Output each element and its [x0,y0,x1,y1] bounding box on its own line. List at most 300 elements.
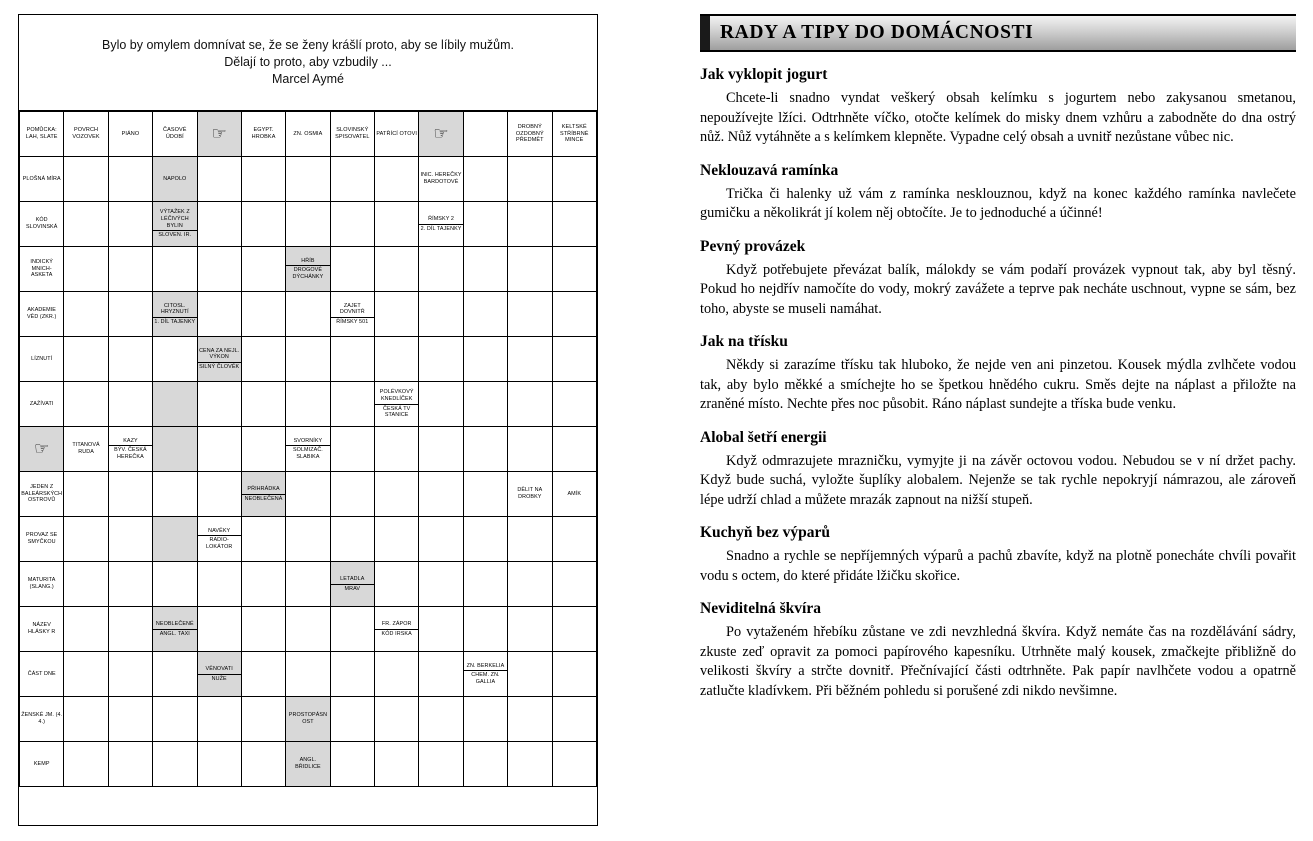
answer-cell[interactable] [286,652,330,697]
tip-body: Chcete-li snadno vyndat veškerý obsah kelímku s jogurtem nebo zakysanou smetanou, nepoužívejte lžíci. Odtrhněte víčko, otočte kelímek do misky dnem vzhůru a zabodněte do dna ostrý nůž. Nůž vytáhněte a s kelímkem klepněte. Vypadne celý obsah a uvnitř nezůstane vůbec nic. [700,90,1296,145]
clue-cell[interactable] [20,697,64,742]
answer-cell[interactable] [241,697,285,742]
clue-cell[interactable] [20,652,64,697]
answer-cell[interactable] [508,607,552,652]
answer-cell[interactable] [108,157,152,202]
clue-cell[interactable] [20,337,64,382]
answer-cell[interactable] [64,697,108,742]
answer-cell[interactable] [419,472,463,517]
answer-cell[interactable] [463,202,507,247]
answer-cell[interactable] [64,157,108,202]
answer-cell[interactable] [286,337,330,382]
answer-cell[interactable] [463,562,507,607]
tip-body: Snadno a rychle se nepříjemných výparů a pachů zbavíte, když na plotně ponecháte chvíli povařit vodu s octem, do které přidáte lžičku skořice. [700,548,1296,584]
tip-item [700,238,1296,320]
answer-cell[interactable] [463,472,507,517]
answer-cell[interactable] [64,247,108,292]
clue-text: ZAŽÍVATI [29,400,54,407]
answer-cell[interactable] [419,517,463,562]
clue-text: INDICKÝ MNICH-ASKETA [30,259,53,279]
answer-cell[interactable] [552,382,597,427]
answer-cell[interactable] [330,652,374,697]
answer-cell[interactable] [197,562,241,607]
answer-cell[interactable] [197,202,241,247]
crossword-row [20,607,597,652]
crossword-row [20,652,597,697]
answer-cell[interactable] [463,247,507,292]
clue-cell[interactable] [241,112,285,157]
clue-subtext: ČESKÁ TV STANICE [375,404,418,419]
arrow-cell[interactable] [20,427,64,472]
crossword-row [20,337,597,382]
answer-cell[interactable] [552,562,597,607]
clue-subtext: 1. DÍL TAJENKY [154,318,196,325]
clue-cell[interactable] [330,112,374,157]
answer-cell[interactable] [463,292,507,337]
answer-cell[interactable] [108,517,152,562]
answer-cell[interactable] [463,607,507,652]
answer-cell[interactable] [108,652,152,697]
clue-subtext: BÝV. ČESKÁ HEREČKA [109,445,152,460]
clue-cell[interactable] [241,472,285,517]
clue-cell[interactable] [552,112,597,157]
clue-cell[interactable] [20,562,64,607]
answer-cell[interactable] [330,427,374,472]
answer-cell[interactable] [419,562,463,607]
tip-heading: Kuchyň bez výparů [700,524,831,541]
answer-cell[interactable] [419,652,463,697]
answer-cell[interactable] [330,742,374,787]
answer-cell[interactable] [286,472,330,517]
answer-cell[interactable] [552,157,597,202]
tip-body: Po vytaženém hřebíku zůstane ve zdi nevzhledná škvíra. Když nemáte čas na rozdělávání sádry, zkuste zeď opravit za pomoci papírového kapesníku. Utrhněte malý kousek, zmačkejte přibližně do velikosti škvíry a strčte dovnitř. Přečnívající části odtrhněte. Pak papír navlhčete vodou a opatrně zatlučte kladívkem. Při běžném pohledu si porušené zdi nikdo nevšimne. [700,624,1296,699]
answer-cell[interactable] [241,607,285,652]
clue-cell[interactable] [20,607,64,652]
clue-cell[interactable] [330,292,374,337]
answer-cell[interactable] [375,652,419,697]
answer-cell[interactable] [286,382,330,427]
clue-subtext: KÓD IRSKA [375,629,418,638]
clue-cell[interactable] [153,202,197,247]
crossword-grid[interactable] [19,111,597,787]
answer-cell[interactable] [552,202,597,247]
answer-cell[interactable] [508,562,552,607]
answer-cell[interactable] [197,427,241,472]
tip-body: Když odmrazujete mrazničku, vymyjte ji na závěr octovou vodou. Nebudou se v ní držet pachy. Když bude suchá, vyložte šuplíky alobalem. Nejenže se tak rychle nepokryjí námrazou, ale zároveň lépe udrží chlad a můžete mrazák zapnout na nižší stupeň. [700,452,1296,508]
answer-cell[interactable] [419,382,463,427]
clue-subtext: ŘÍMSKY 501 [331,317,374,326]
clue-text: PLOŠNÁ MÍRA [22,175,61,182]
answer-cell[interactable] [108,562,152,607]
clue-cell[interactable] [20,382,64,427]
clue-cell[interactable] [20,472,64,517]
arrow-cell[interactable] [419,112,463,157]
clue-cell[interactable] [286,427,330,472]
quote-author: Marcel Aymé [271,72,344,86]
answer-cell[interactable] [241,247,285,292]
clue-cell[interactable] [20,112,64,157]
clue-cell[interactable] [20,157,64,202]
crossword-row [20,292,597,337]
answer-cell[interactable] [108,337,152,382]
answer-cell[interactable] [419,292,463,337]
answer-cell[interactable] [375,292,419,337]
answer-cell[interactable] [64,562,108,607]
answer-cell[interactable] [508,337,552,382]
answer-cell[interactable] [241,427,285,472]
clue-subtext: SLOVEN. IR. [153,230,196,239]
answer-cell[interactable] [552,427,597,472]
clue-text: PŘIHRÁDKA [247,485,280,492]
answer-cell[interactable] [463,337,507,382]
answer-cell[interactable] [375,202,419,247]
answer-cell[interactable] [108,607,152,652]
answer-cell[interactable] [463,112,507,157]
answer-cell[interactable] [64,652,108,697]
answer-cell[interactable] [153,697,197,742]
answer-cell[interactable] [241,742,285,787]
clue-cell[interactable] [508,472,552,517]
answer-cell[interactable] [241,292,285,337]
answer-cell[interactable] [64,472,108,517]
clue-subtext: ANGL. TAXI [153,629,196,638]
tip-item [700,162,1296,224]
answer-cell[interactable] [375,742,419,787]
clue-cell[interactable] [197,337,241,382]
answer-cell[interactable] [508,157,552,202]
clue-subtext: CHEM. ZN. GALLIA [464,670,507,685]
answer-cell[interactable] [419,247,463,292]
answer-cell[interactable] [375,697,419,742]
answer-cell[interactable] [508,517,552,562]
tip-item [700,66,1296,148]
clue-cell[interactable] [463,652,507,697]
answer-cell[interactable] [463,697,507,742]
answer-cell[interactable] [197,247,241,292]
clue-subtext: 2. DÍL TAJENKY [420,225,462,232]
tip-heading: Jak na třísku [700,333,788,350]
clue-cell[interactable] [286,697,330,742]
tips-title: RADY A TIPY DO DOMÁCNOSTI [720,22,1034,43]
crossword-row [20,742,597,787]
clue-text: LÍZNUTÍ [31,355,53,362]
clue-cell[interactable] [375,382,419,427]
clue-text: POVRCH VOZOVEK [72,127,100,140]
clue-text: LETADLA [340,575,365,582]
answer-cell[interactable] [552,337,597,382]
answer-cell[interactable] [241,562,285,607]
answer-cell[interactable] [330,337,374,382]
pointing-hand-icon: ☞ [34,438,50,459]
clue-subtext: SILNÝ ČLOVĚK [199,363,240,370]
clue-text: INIC. HEREČKY BARDOTOVÉ [420,172,462,185]
answer-cell[interactable] [508,382,552,427]
clue-text: SLOVINSKÝ SPISOVATEL [335,127,370,140]
clue-text: PIÁNO [121,130,140,137]
clue-cell[interactable] [20,517,64,562]
tip-body: Někdy si zarazíme třísku tak hluboko, že nejde ven ani pinzetou. Kousek mýdla zvlhčete vodou tak, aby bylo měkké a smíchejte ho se špetkou hnědého cukru. Směs dejte na náplast a přiložte na zraněné místo. Nechte přes noc působit. Ráno náplast sundejte a tříska bude venku. [700,357,1296,412]
clue-text: PATŘÍCÍ OTOVI [376,130,418,137]
tip-item [700,524,1296,586]
clue-cell[interactable] [153,157,197,202]
quote-line-2: Dělají to proto, aby vzbudily ... [224,55,392,69]
answer-cell[interactable] [286,157,330,202]
clue-cell[interactable] [20,742,64,787]
answer-cell[interactable] [552,607,597,652]
answer-cell[interactable] [286,292,330,337]
tip-body: Když potřebujete převázat balík, málokdy se vám podaří provázek vypnout tak, aby byl těsný. Pokud ho nejdřív namočíte do vody, mokrý zavážete a teprve pak necháte uschnout, vypne se sám, bez toho, abyste se museli namáhat. [700,261,1296,317]
clue-text: NEOBLEČENÉ [155,620,194,627]
clue-text: ČASOVÉ ÚDOBÍ [163,127,187,140]
tips-column [700,14,1296,701]
crossword-row [20,247,597,292]
clue-subtext: NEOBLEČENÁ [242,494,285,503]
clue-cell[interactable] [197,652,241,697]
crossword-quote [19,15,597,111]
answer-cell[interactable] [330,247,374,292]
clue-cell[interactable] [153,112,197,157]
answer-cell[interactable] [108,472,152,517]
answer-cell[interactable] [508,742,552,787]
clue-cell[interactable] [153,292,197,337]
answer-cell[interactable] [375,247,419,292]
answer-cell[interactable] [375,427,419,472]
clue-cell[interactable] [419,202,463,247]
clue-text: POMŮCKA: LAH, SLATE [25,127,58,140]
tip-heading: Alobal šetří energii [700,428,827,446]
clue-cell[interactable] [64,427,108,472]
answer-cell[interactable] [108,247,152,292]
clue-cell[interactable] [197,517,241,562]
clue-cell[interactable] [20,292,64,337]
answer-cell[interactable] [286,517,330,562]
crossword-row [20,202,597,247]
clue-text: ZAJET DOVNITŘ [339,302,365,316]
answer-cell[interactable] [108,382,152,427]
clue-cell[interactable] [286,742,330,787]
answer-cell[interactable] [463,427,507,472]
clue-cell[interactable] [108,427,152,472]
clue-text: KEMP [33,760,50,767]
answer-cell[interactable] [153,427,197,472]
crossword-row [20,427,597,472]
answer-cell[interactable] [330,382,374,427]
answer-cell[interactable] [552,697,597,742]
crossword-row [20,472,597,517]
clue-cell[interactable] [108,112,152,157]
clue-text: DROBNÝ OZDOBNÝ PŘEDMĚT [515,123,544,144]
answer-cell[interactable] [508,292,552,337]
clue-cell[interactable] [552,472,597,517]
clue-text: ŽENSKÉ JM. (4. 4.) [21,712,63,725]
answer-cell[interactable] [64,607,108,652]
clue-text: VÝTAŽEK Z LÉČIVÝCH BYLIN [159,209,190,229]
clue-text: POLÉVKOVÝ KNEDLÍČEK [379,389,414,402]
answer-cell[interactable] [64,517,108,562]
answer-cell[interactable] [419,607,463,652]
answer-cell[interactable] [463,742,507,787]
answer-cell[interactable] [197,157,241,202]
clue-text: ČÁST DNE [27,670,56,677]
answer-cell[interactable] [375,517,419,562]
clue-subtext: SOLMIZAČ. SLABIKA [286,445,329,460]
clue-text: SVORNÍKY [293,437,323,444]
answer-cell[interactable] [64,202,108,247]
tips-banner [700,14,1296,52]
crossword-row [20,382,597,427]
crossword-row [20,562,597,607]
clue-text: ANGL. BŘIDLICE [295,757,321,770]
answer-cell[interactable] [241,202,285,247]
answer-cell[interactable] [330,202,374,247]
answer-cell[interactable] [153,382,197,427]
answer-cell[interactable] [463,517,507,562]
clue-text: DĚLIT NA DROBKY [517,487,543,500]
answer-cell[interactable] [197,292,241,337]
tip-heading: Neviditelná škvíra [700,600,821,617]
clue-subtext: MRAV [331,584,374,593]
clue-text: PROVAZ SE SMYČKOU [26,532,58,545]
clue-text: KELTSKÉ STŘÍBRNÉ MINCE [559,123,589,144]
crossword-row [20,112,597,157]
tip-heading: Jak vyklopit jogurt [700,66,828,83]
answer-cell[interactable] [241,157,285,202]
answer-cell[interactable] [508,202,552,247]
clue-text: MATURITA (SLANG.) [27,577,56,590]
clue-subtext: NUŽE [198,674,241,683]
answer-cell[interactable] [508,427,552,472]
clue-cell[interactable] [20,202,64,247]
banner-bar [700,16,710,50]
clue-cell[interactable] [153,607,197,652]
answer-cell[interactable] [64,742,108,787]
clue-text: EGYPT. HROBKA [251,127,276,140]
crossword-row [20,517,597,562]
clue-text: VĚNOVATI [205,665,233,672]
pointing-hand-icon: ☞ [433,123,449,144]
answer-cell[interactable] [153,337,197,382]
answer-cell[interactable] [108,202,152,247]
answer-cell[interactable] [108,742,152,787]
answer-cell[interactable] [286,562,330,607]
clue-subtext: DROGOVÉ DÝCHÁNKY [286,265,329,280]
clue-text: KAZY [123,437,138,444]
answer-cell[interactable] [153,562,197,607]
answer-cell[interactable] [419,742,463,787]
answer-cell[interactable] [508,247,552,292]
answer-cell[interactable] [241,382,285,427]
clue-text: CENA ZA NEJL. VÝKON [199,347,240,361]
answer-cell[interactable] [197,697,241,742]
answer-cell[interactable] [375,562,419,607]
quote-line-1: Bylo by omylem domnívat se, že se ženy krášlí proto, aby se líbily mužům. [102,38,514,52]
clue-text: ŘÍMSKY 2 [428,215,454,222]
answer-cell[interactable] [241,337,285,382]
answer-cell[interactable] [552,742,597,787]
answer-cell[interactable] [508,697,552,742]
clue-cell[interactable] [20,247,64,292]
answer-cell[interactable] [508,652,552,697]
crossword-row [20,157,597,202]
clue-cell[interactable] [286,247,330,292]
answer-cell[interactable] [286,607,330,652]
answer-cell[interactable] [375,157,419,202]
clue-cell[interactable] [64,112,108,157]
answer-cell[interactable] [108,697,152,742]
answer-cell[interactable] [153,517,197,562]
answer-cell[interactable] [375,337,419,382]
clue-text: PROSTOPÁSNOST [288,712,328,725]
answer-cell[interactable] [197,472,241,517]
answer-cell[interactable] [552,652,597,697]
answer-cell[interactable] [241,652,285,697]
clue-text: NAPOLO [163,175,187,182]
clue-text: ZN. OSMIA [293,130,323,137]
clue-text: FR. ZÁPOR [381,620,412,627]
answer-cell[interactable] [286,202,330,247]
answer-cell[interactable] [153,652,197,697]
answer-cell[interactable] [419,337,463,382]
answer-cell[interactable] [330,157,374,202]
answer-cell[interactable] [463,157,507,202]
answer-cell[interactable] [64,292,108,337]
crossword-panel [18,14,598,826]
clue-text: AMÍK [567,490,582,497]
answer-cell[interactable] [375,472,419,517]
arrow-cell[interactable] [197,112,241,157]
answer-cell[interactable] [153,472,197,517]
answer-cell[interactable] [153,247,197,292]
answer-cell[interactable] [64,382,108,427]
answer-cell[interactable] [419,697,463,742]
pointing-hand-icon: ☞ [211,123,227,144]
answer-cell[interactable] [197,382,241,427]
answer-cell[interactable] [330,697,374,742]
clue-cell[interactable] [508,112,552,157]
clue-text: NAVĚKY [208,527,231,534]
answer-cell[interactable] [241,517,285,562]
clue-cell[interactable] [286,112,330,157]
tip-item [700,600,1296,701]
clue-text: JEDEN Z BALEÁRSKÝCH OSTROVŮ [21,484,63,504]
clue-subtext: RADIO-LOKÁTOR [198,535,241,550]
crossword-row [20,697,597,742]
answer-cell[interactable] [419,427,463,472]
answer-cell[interactable] [330,517,374,562]
answer-cell[interactable] [197,742,241,787]
clue-cell[interactable] [419,157,463,202]
answer-cell[interactable] [330,472,374,517]
answer-cell[interactable] [552,292,597,337]
answer-cell[interactable] [463,382,507,427]
clue-text: NÁZEV HLÁSKY R [28,622,56,635]
answer-cell[interactable] [64,337,108,382]
clue-cell[interactable] [375,607,419,652]
tip-heading: Pevný provázek [700,237,806,255]
answer-cell[interactable] [108,292,152,337]
clue-text: TITANOVÁ RUDA [72,442,100,455]
clue-text: CITOSL. HRYZNUTÍ [160,302,189,316]
answer-cell[interactable] [197,607,241,652]
tip-item [700,333,1296,415]
answer-cell[interactable] [552,517,597,562]
clue-cell[interactable] [330,562,374,607]
clue-text: ZN. BERKELIA [466,662,505,669]
clue-cell[interactable] [375,112,419,157]
answer-cell[interactable] [552,247,597,292]
answer-cell[interactable] [153,742,197,787]
answer-cell[interactable] [330,607,374,652]
